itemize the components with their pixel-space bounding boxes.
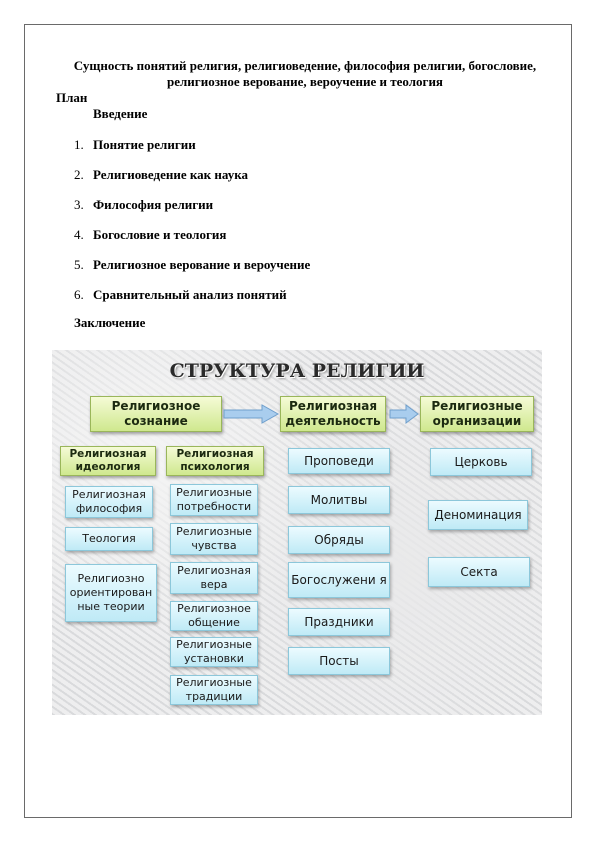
toc-item xyxy=(74,257,310,287)
toc-item xyxy=(74,167,310,197)
box-religious-psychology: Религиозная психология xyxy=(166,446,264,476)
toc-number: 2. xyxy=(74,167,84,182)
box-theology: Теология xyxy=(65,527,153,551)
box-religious-traditions: Религиозные традиции xyxy=(170,675,258,705)
box-religious-activity: Религиозная деятельность xyxy=(280,396,386,432)
box-religious-communication: Религиозное общение xyxy=(170,601,258,631)
toc-conclusion: Заключение xyxy=(74,315,146,330)
box-fasts: Посты xyxy=(288,647,390,675)
toc-label: Религиоведение как наука xyxy=(93,167,249,182)
toc-item xyxy=(74,227,310,257)
box-religious-consciousness: Религиозное сознание xyxy=(90,396,222,432)
box-religious-theories: Религиозно ориентирован ные теории xyxy=(65,564,157,622)
diagram-title: СТРУКТУРА РЕЛИГИИ xyxy=(169,360,425,382)
box-worship: Богослужени я xyxy=(288,562,390,598)
toc-label: Сравнительный анализ понятий xyxy=(93,287,287,302)
toc-number: 5. xyxy=(74,257,84,272)
toc-item xyxy=(74,197,310,227)
toc-introduction: Введение xyxy=(93,106,148,121)
plan-label: План xyxy=(56,90,88,105)
box-holidays: Праздники xyxy=(288,608,390,636)
box-sect: Секта xyxy=(428,557,530,587)
toc-number: 1. xyxy=(74,137,84,152)
religion-structure-diagram xyxy=(52,350,542,715)
document-title: Сущность понятий религия, религиоведение, философия религии, богословие, религиозное верование, вероучение и теология xyxy=(73,58,537,89)
toc-label: Религиозное верование и вероучение xyxy=(93,257,311,272)
toc-number: 4. xyxy=(74,227,84,242)
box-sermons: Проповеди xyxy=(288,448,390,474)
toc-item xyxy=(74,287,310,317)
box-religious-philosophy: Религиозная философия xyxy=(65,486,153,518)
box-religious-attitudes: Религиозные установки xyxy=(170,637,258,667)
box-prayers: Молитвы xyxy=(288,486,390,514)
arrow-icon xyxy=(222,404,280,424)
toc-item xyxy=(74,137,310,167)
box-rites: Обряды xyxy=(288,526,390,554)
box-denomination: Деноминация xyxy=(428,500,528,530)
box-religious-needs: Религиозные потребности xyxy=(170,484,258,516)
toc-number: 3. xyxy=(74,197,84,212)
box-religious-feelings: Религиозные чувства xyxy=(170,523,258,555)
toc-label: Богословие и теология xyxy=(93,227,227,242)
box-church: Церковь xyxy=(430,448,532,476)
toc-label: Философия религии xyxy=(93,197,214,212)
toc-number: 6. xyxy=(74,287,84,302)
box-religious-organizations: Религиозные организации xyxy=(420,396,534,432)
box-religious-ideology: Религиозная идеология xyxy=(60,446,156,476)
arrow-icon xyxy=(388,404,420,424)
toc-label: Понятие религии xyxy=(93,137,196,152)
box-religious-faith: Религиозная вера xyxy=(170,562,258,594)
table-of-contents xyxy=(74,137,310,317)
